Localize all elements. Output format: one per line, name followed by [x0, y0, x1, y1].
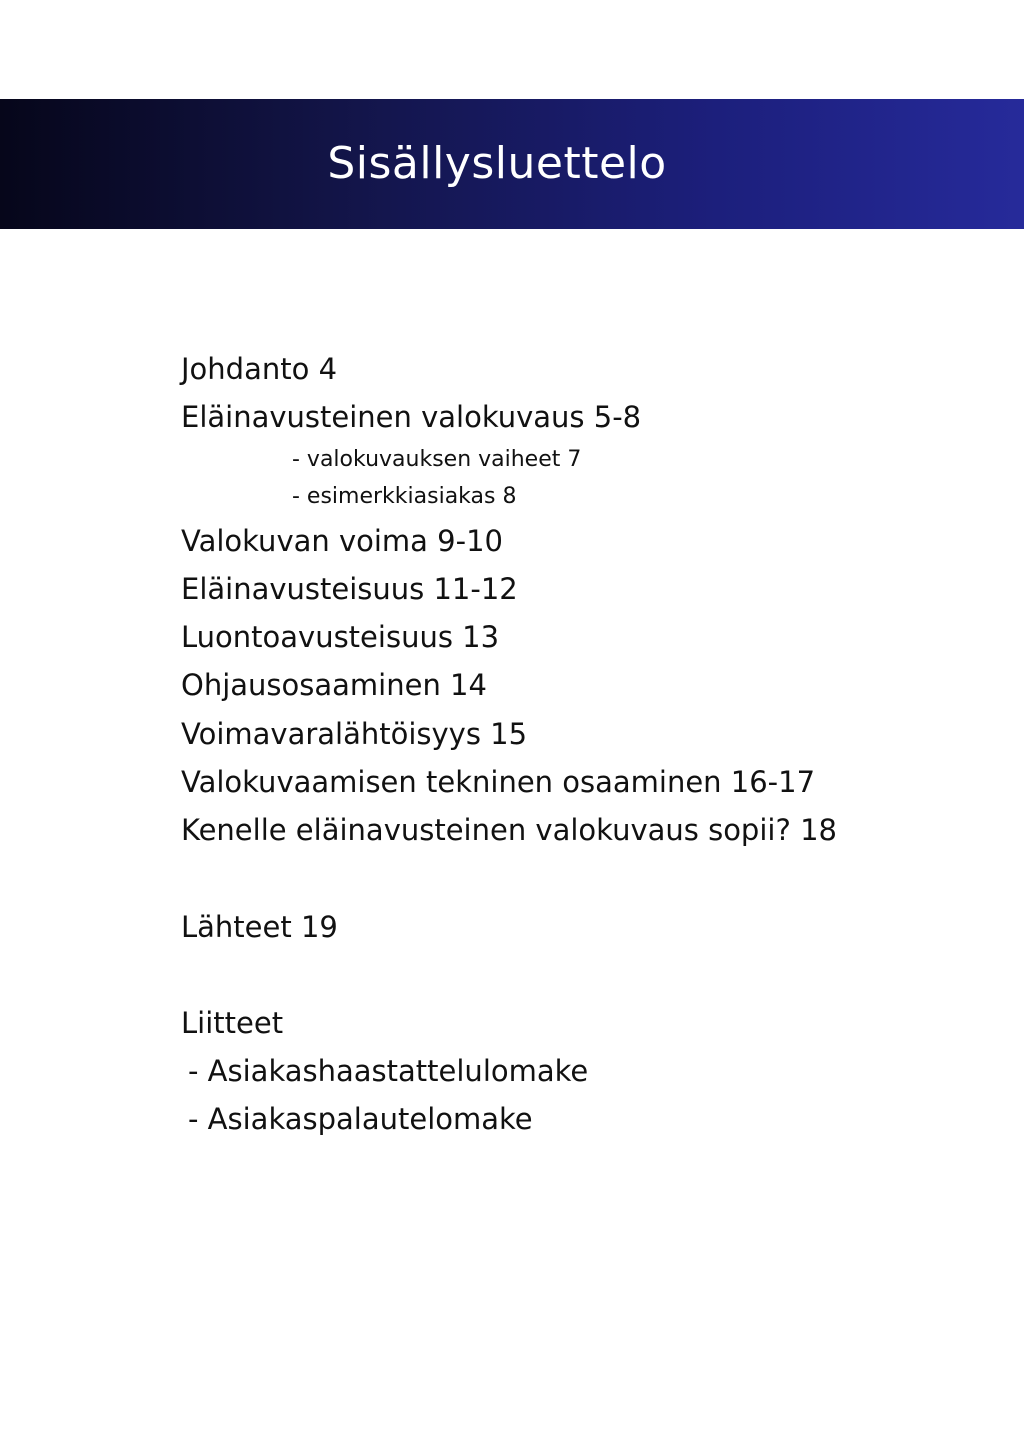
- toc-item-elainavusteisuus: Eläinavusteisuus 11-12: [181, 572, 518, 606]
- toc-item-lahteet: Lähteet 19: [181, 910, 338, 944]
- toc-item-luontoavusteisuus: Luontoavusteisuus 13: [181, 620, 500, 654]
- toc-item-elainavusteinen-valokuvaus: Eläinavusteinen valokuvaus 5-8: [181, 400, 642, 434]
- toc-subitem-valokuvauksen-vaiheet: - valokuvauksen vaiheet 7: [292, 447, 582, 472]
- toc-item-valokuvan-voima: Valokuvan voima 9-10: [181, 524, 503, 558]
- appendix-item-asiakaspalautelomake: - Asiakaspalautelomake: [188, 1102, 533, 1136]
- toc-item-ohjausosaaminen: Ohjausosaaminen 14: [181, 668, 487, 702]
- toc-appendices-title: Liitteet: [181, 1006, 284, 1040]
- toc-item-johdanto: Johdanto 4: [181, 352, 338, 386]
- toc-item-kenelle-sopii: Kenelle eläinavusteinen valokuvaus sopii? 18: [181, 813, 837, 847]
- page-title: Sisällysluettelo: [327, 138, 667, 189]
- toc-subitem-esimerkkiasiakas: - esimerkkiasiakas 8: [292, 484, 517, 509]
- toc-item-voimavaralahtoisyys: Voimavaralähtöisyys 15: [181, 717, 528, 751]
- toc-item-tekninen-osaaminen: Valokuvaamisen tekninen osaaminen 16-17: [181, 765, 816, 799]
- header-banner: [0, 99, 1024, 229]
- appendix-item-asiakashaastattelulomake: - Asiakashaastattelulomake: [188, 1054, 589, 1088]
